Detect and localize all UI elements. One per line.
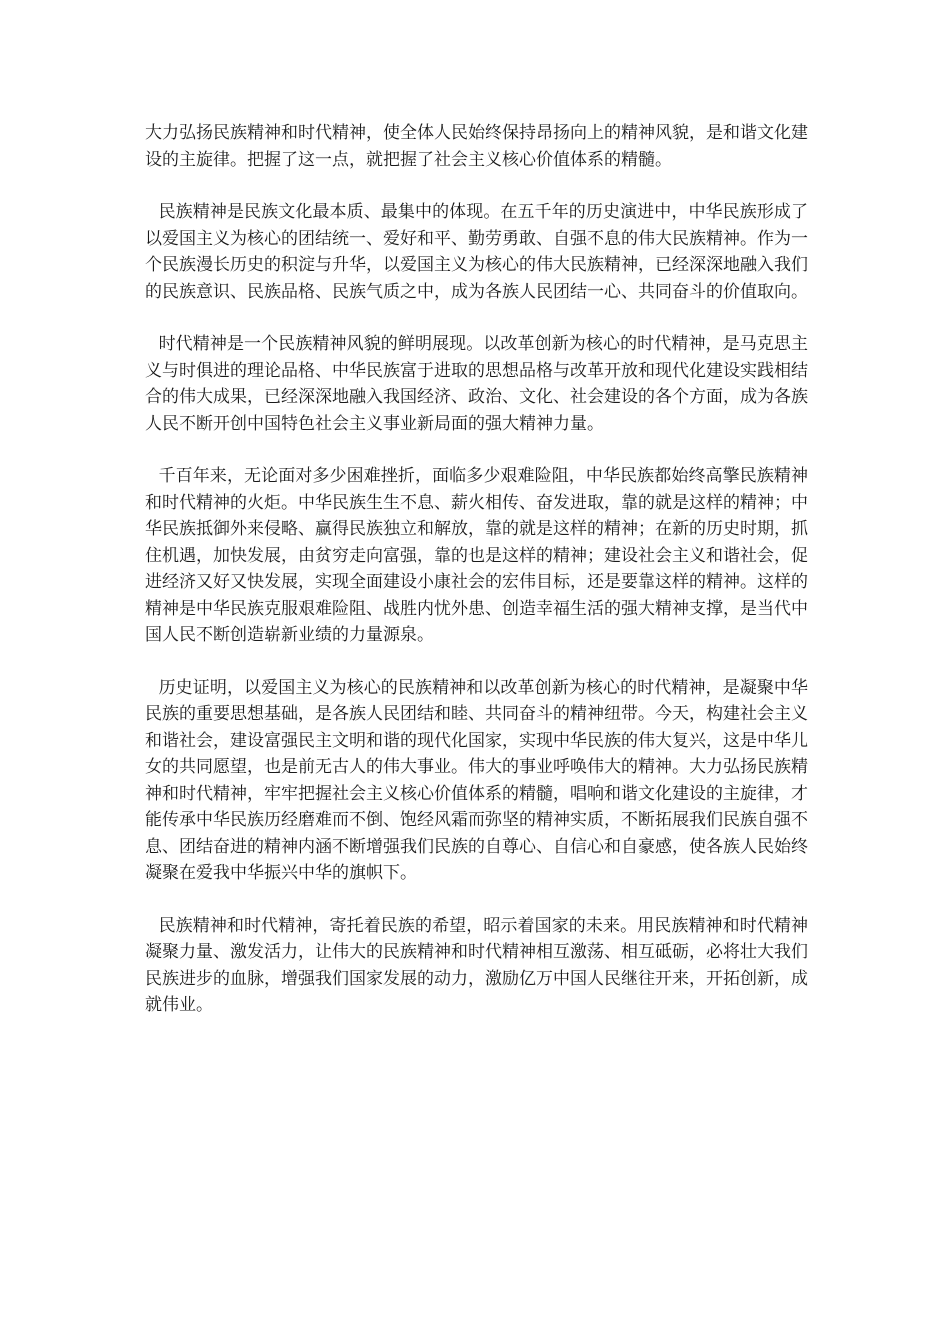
paragraph-5: 历史证明，以爱国主义为核心的民族精神和以改革创新为核心的时代精神，是凝聚中华民族的重要思想基础，是各族人民团结和睦、共同奋斗的精神纽带。今天，构建社会主义和谐社会，建设富强民主文明和谐的现代化国家，实现中华民族的伟大复兴，这是中华儿女的共同愿望，也是前无古人的伟大事业。伟大的事业呼唤伟大的精神。大力弘扬民族精神和时代精神，牢牢把握社会主义核心价值体系的精髓，唱响和谐文化建设的主旋律，才能传承中华民族历经磨难而不倒、饱经风霜而弥坚的精神实质，不断拓展我们民族自强不息、团结奋进的精神内涵不断增强我们民族的自尊心、自信心和自豪感，使各族人民始终凝聚在爱我中华振兴中华的旗帜下。 (145, 677, 808, 883)
paragraph-1: 大力弘扬民族精神和时代精神，使全体人民始终保持昂扬向上的精神风貌，是和谐文化建设的主旋律。把握了这一点，就把握了社会主义核心价值体系的精髓。 (145, 123, 808, 170)
paragraph-4: 千百年来，无论面对多少困难挫折，面临多少艰难险阻，中华民族都始终高擎民族精神和时代精神的火炬。中华民族生生不息、薪火相传、奋发进取，靠的就是这样的精神；中华民族抵御外来侵略、赢得民族独立和解放，靠的就是这样的精神；在新的历史时期，抓住机遇，加快发展，由贫穷走向富强，靠的也是这样的精神；建设社会主义和谐社会，促进经济又好又快发展，实现全面建设小康社会的宏伟目标，还是要靠这样的精神。这样的精神是中华民族克服艰难险阻、战胜内忧外患、创造幸福生活的强大精神支撑，是当代中国人民不断创造崭新业绩的力量源泉。 (145, 466, 808, 645)
paragraph-6: 民族精神和时代精神，寄托着民族的希望，昭示着国家的未来。用民族精神和时代精神凝聚力量、激发活力，让伟大的民族精神和时代精神相互激荡、相互砥砺，必将壮大我们民族进步的血脉，增强我们国家发展的动力，激励亿万中国人民继往开来，开拓创新，成就伟业。 (145, 915, 808, 1015)
document-body (145, 120, 808, 1045)
paragraph-2: 民族精神是民族文化最本质、最集中的体现。在五千年的历史演进中，中华民族形成了以爱国主义为核心的团结统一、爱好和平、勤劳勇敢、自强不息的伟大民族精神。作为一个民族漫长历史的积淀与升华，以爱国主义为核心的伟大民族精神，已经深深地融入我们的民族意识、民族品格、民族气质之中，成为各族人民团结一心、共同奋斗的价值取向。 (145, 202, 808, 302)
paragraph-3: 时代精神是一个民族精神风貌的鲜明展现。以改革创新为核心的时代精神，是马克思主义与时俱进的理论品格、中华民族富于进取的思想品格与改革开放和现代化建设实践相结合的伟大成果，已经深深地融入我国经济、政治、文化、社会建设的各个方面，成为各族人民不断开创中国特色社会主义事业新局面的强大精神力量。 (145, 334, 808, 434)
